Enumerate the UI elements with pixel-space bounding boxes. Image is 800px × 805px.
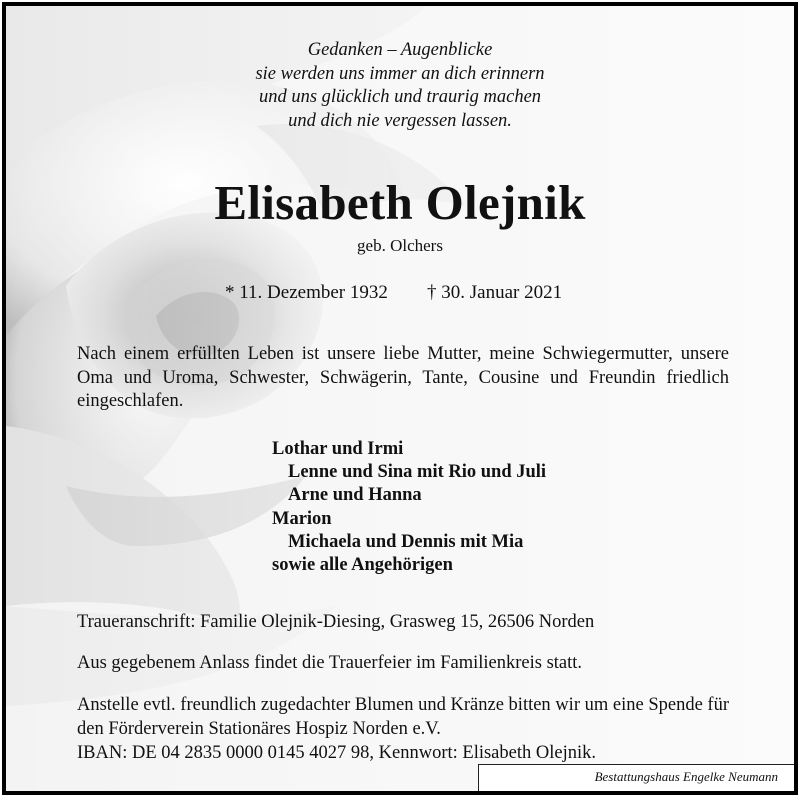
mourner-line: Lenne und Sina mit Rio und Juli	[288, 462, 547, 483]
maiden-name: geb. Olchers	[357, 236, 443, 255]
birth-date: * 11. Dezember 1932	[225, 282, 388, 303]
mourners-list	[272, 438, 546, 577]
deceased-name: Elisabeth Olejnik	[214, 175, 586, 230]
mourner-line: sowie alle Angehörigen	[272, 555, 453, 576]
obituary-frame	[2, 2, 798, 795]
poem-line: sie werden uns immer an dich erinnern	[255, 63, 545, 84]
mourner-line: Marion	[272, 508, 332, 529]
iban-info: IBAN: DE 04 2835 0000 0145 4027 98, Kennwort: Elisabeth Olejnik.	[77, 743, 596, 763]
ceremony-notice: Aus gegebenem Anlass findet die Trauerfeier im Familienkreis statt.	[77, 653, 583, 673]
death-date: † 30. Januar 2021	[427, 282, 563, 303]
memorial-poem	[6, 39, 794, 133]
poem-line: und dich nie vergessen lassen.	[288, 110, 512, 131]
poem-line: Gedanken – Augenblicke	[307, 40, 493, 60]
funeral-home-name: Bestattungshaus Engelke Neumann	[594, 769, 778, 784]
mourning-address: Traueranschrift: Familie Olejnik-Diesing, Grasweg 15, 26506 Norden	[77, 612, 595, 632]
mourner-line: Michaela und Dennis mit Mia	[288, 531, 524, 552]
announcement-text: Nach einem erfüllten Leben ist unsere liebe Mutter, meine Schwiegermutter, unsere Oma und Uroma, Schwester, Schwägerin, Tante, Cousine und Freundin friedlich eingeschlafen.	[77, 344, 729, 411]
poem-line: und uns glücklich und traurig machen	[258, 87, 542, 107]
mourner-line: Lothar und Irmi	[272, 439, 404, 459]
mourner-line: Arne und Hanna	[288, 485, 422, 506]
funeral-home-credit	[478, 764, 794, 791]
donation-request: Anstelle evtl. freundlich zugedachter Blumen und Kränze bitten wir um eine Spende für den Förderverein Stationäres Hospiz Norden e.V.	[77, 695, 729, 739]
